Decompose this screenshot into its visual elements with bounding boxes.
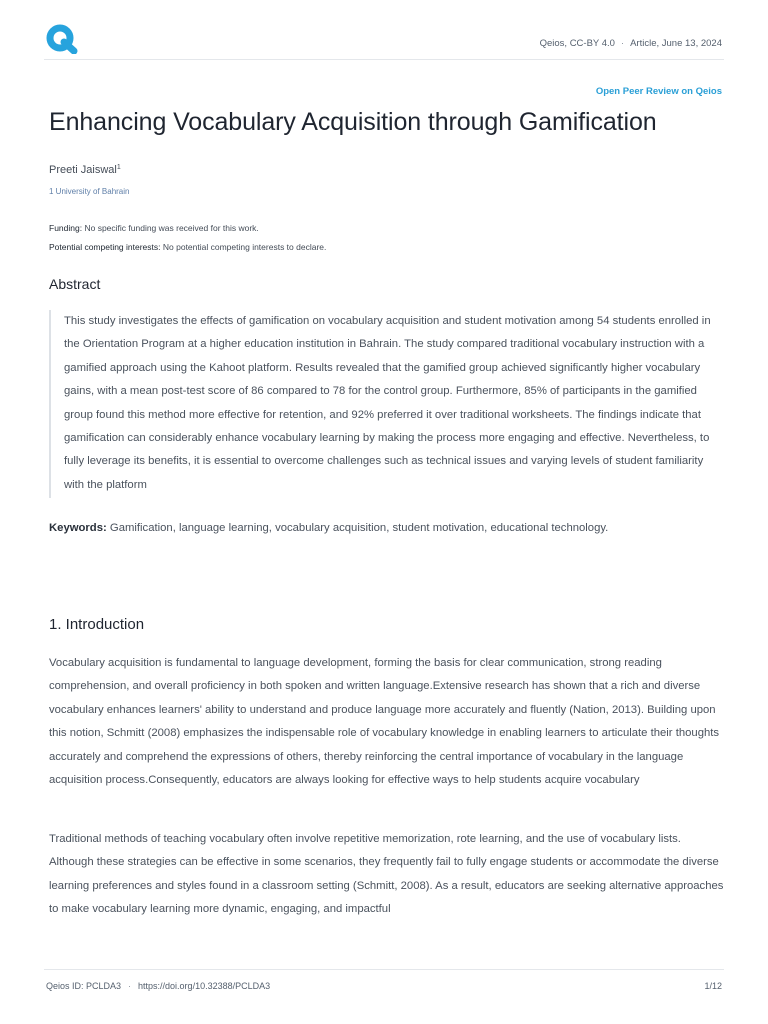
- abstract-heading: Abstract: [49, 276, 101, 292]
- introduction-heading: 1. Introduction: [49, 616, 145, 633]
- article-date: Article, June 13, 2024: [630, 38, 722, 49]
- abstract-text: This study investigates the effects of gamification on vocabulary acquisition and student motivation among 54 students enrolled in the Orientation Program at a higher education institution in Bahrain. The study compared traditional vocabulary instruction with a gamified approach using the Kahoot platform. Results revealed that the gamified group achieved significantly higher vocabulary gains, with a mean post-test score of 86 compared to 78 for the control group. Furthermore, 85% of participants in the gamified group found this method more effective for retention, and 92% preferred it over traditional worksheets. The findings indicate that gamification can considerably enhance vocabulary learning by making the process more engaging and effective. Nevertheless, to fully leverage its benefits, it is essential to overcome challenges such as technical issues and varying levels of student familiarity with the platform: [64, 315, 711, 491]
- doi-link[interactable]: https://doi.org/10.32388/PCLDA3: [138, 981, 271, 991]
- competing-interests-label: Potential competing interests:: [49, 242, 161, 252]
- introduction-paragraph-1: Vocabulary acquisition is fundamental to language development, forming the basis for clear communication, strong reading comprehension, and overall proficiency in both spoken and written language.Extensive research has shown that a rich and diverse vocabulary enhances learners' ability to understand and produce language more accurately and fluently (Nation, 2013). Building upon this notion, Schmitt (2008) emphasizes the indispensable role of vocabulary knowledge in enabling learners to articulate their thoughts accurately and comprehend the expressions of others, thereby reinforcing the central importance of vocabulary in the language acquisition process.Consequently, educators are always looking for effective ways to help students acquire vocabulary: [49, 657, 720, 787]
- affiliation: 1 University of Bahrain: [49, 187, 130, 196]
- footer-identifiers: [46, 981, 270, 991]
- qeios-logo-icon[interactable]: [44, 24, 78, 54]
- abstract-block: [49, 310, 725, 498]
- separator: ·: [620, 38, 625, 49]
- funding-text: No specific funding was received for this work.: [84, 223, 259, 233]
- page-number: 1/12: [704, 981, 722, 991]
- author-affiliation-marker: 1: [116, 164, 121, 171]
- keywords: [49, 522, 608, 534]
- keywords-text: Gamification, language learning, vocabulary acquisition, student motivation, educational technology.: [109, 522, 609, 534]
- competing-interests-statement: [49, 242, 326, 252]
- publisher-license: Qeios, CC-BY 4.0: [539, 38, 615, 49]
- author-name: Preeti Jaiswal: [49, 164, 117, 176]
- qeios-id: Qeios ID: PCLDA3: [46, 981, 122, 991]
- introduction-paragraph-2: Traditional methods of teaching vocabulary often involve repetitive memorization, rote learning, and the use of vocabulary lists. Although these strategies can be effective in some scenarios, they frequently fail to fully engage students or accommodate the diverse learning preferences and styles found in a classroom setting (Schmitt, 2008). As a result, educators are seeking alternative approaches to make vocabulary learning more dynamic, engaging, and impactful: [49, 833, 724, 916]
- author[interactable]: [49, 164, 121, 176]
- funding-label: Funding:: [49, 223, 83, 233]
- keywords-label: Keywords:: [49, 522, 107, 534]
- separator: ·: [128, 981, 132, 991]
- page-header: [44, 24, 724, 60]
- open-peer-review-link[interactable]: Open Peer Review on Qeios: [595, 86, 722, 97]
- page-title: Enhancing Vocabulary Acquisition through Gamification: [49, 108, 657, 136]
- funding-statement: [49, 223, 259, 233]
- header-meta: [540, 38, 722, 49]
- competing-interests-text: No potential competing interests to declare.: [162, 242, 327, 252]
- page-footer: [44, 969, 724, 999]
